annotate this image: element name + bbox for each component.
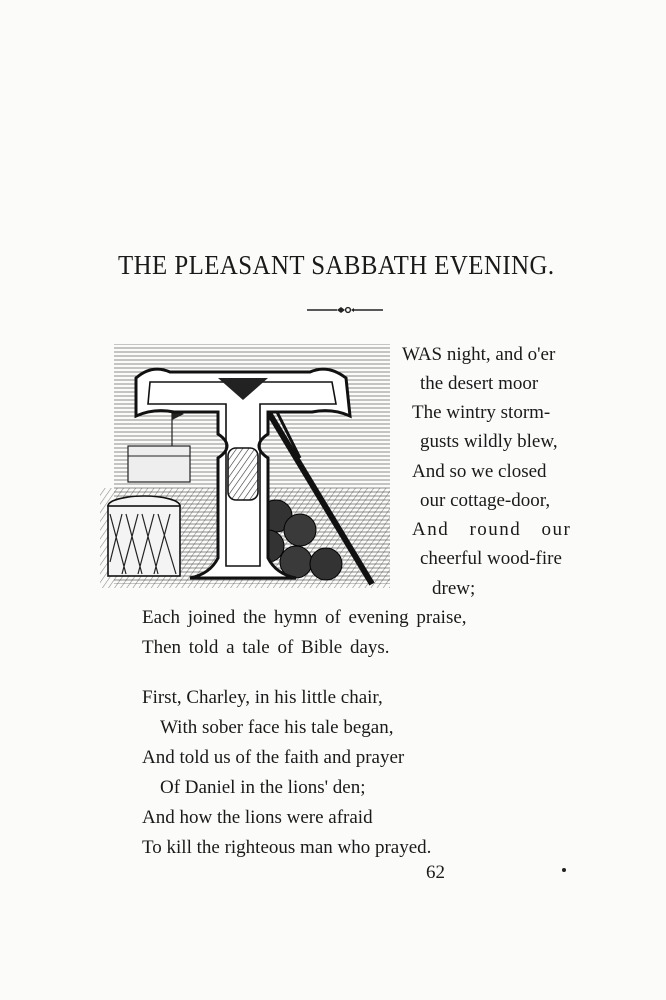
poem-line: With sober face his tale began,	[160, 717, 394, 738]
decorated-initial-illustration	[100, 338, 390, 594]
poem-line: WAS night, and o'er	[402, 344, 556, 365]
page-number: 62	[426, 862, 445, 883]
poem-line: And round our	[412, 519, 572, 540]
poem-line: cheerful wood-fire	[420, 548, 562, 569]
poem-line: And so we closed	[412, 461, 547, 482]
poem-line: the desert moor	[420, 373, 539, 394]
poem-line: drew;	[432, 578, 476, 599]
poem-line: First, Charley, in his little chair,	[142, 687, 383, 708]
poem-title: THE PLEASANT SABBATH EVENING.	[118, 250, 555, 280]
poem-line: And how the lions were afraid	[142, 807, 373, 828]
poem-line: Of Daniel in the lions' den;	[160, 777, 366, 798]
poem-line: To kill the righteous man who prayed.	[142, 837, 432, 858]
poem-line: our cottage-door,	[420, 490, 551, 511]
poem-line: Then told a tale of Bible days.	[142, 637, 390, 658]
ink-speck	[562, 868, 566, 872]
poem-line: The wintry storm-	[412, 402, 551, 423]
poem-line: And told us of the faith and prayer	[142, 747, 405, 768]
poem-line: gusts wildly blew,	[420, 431, 558, 452]
poem-line: Each joined the hymn of evening praise,	[142, 607, 467, 628]
title-rule-ornament-icon	[305, 302, 385, 318]
